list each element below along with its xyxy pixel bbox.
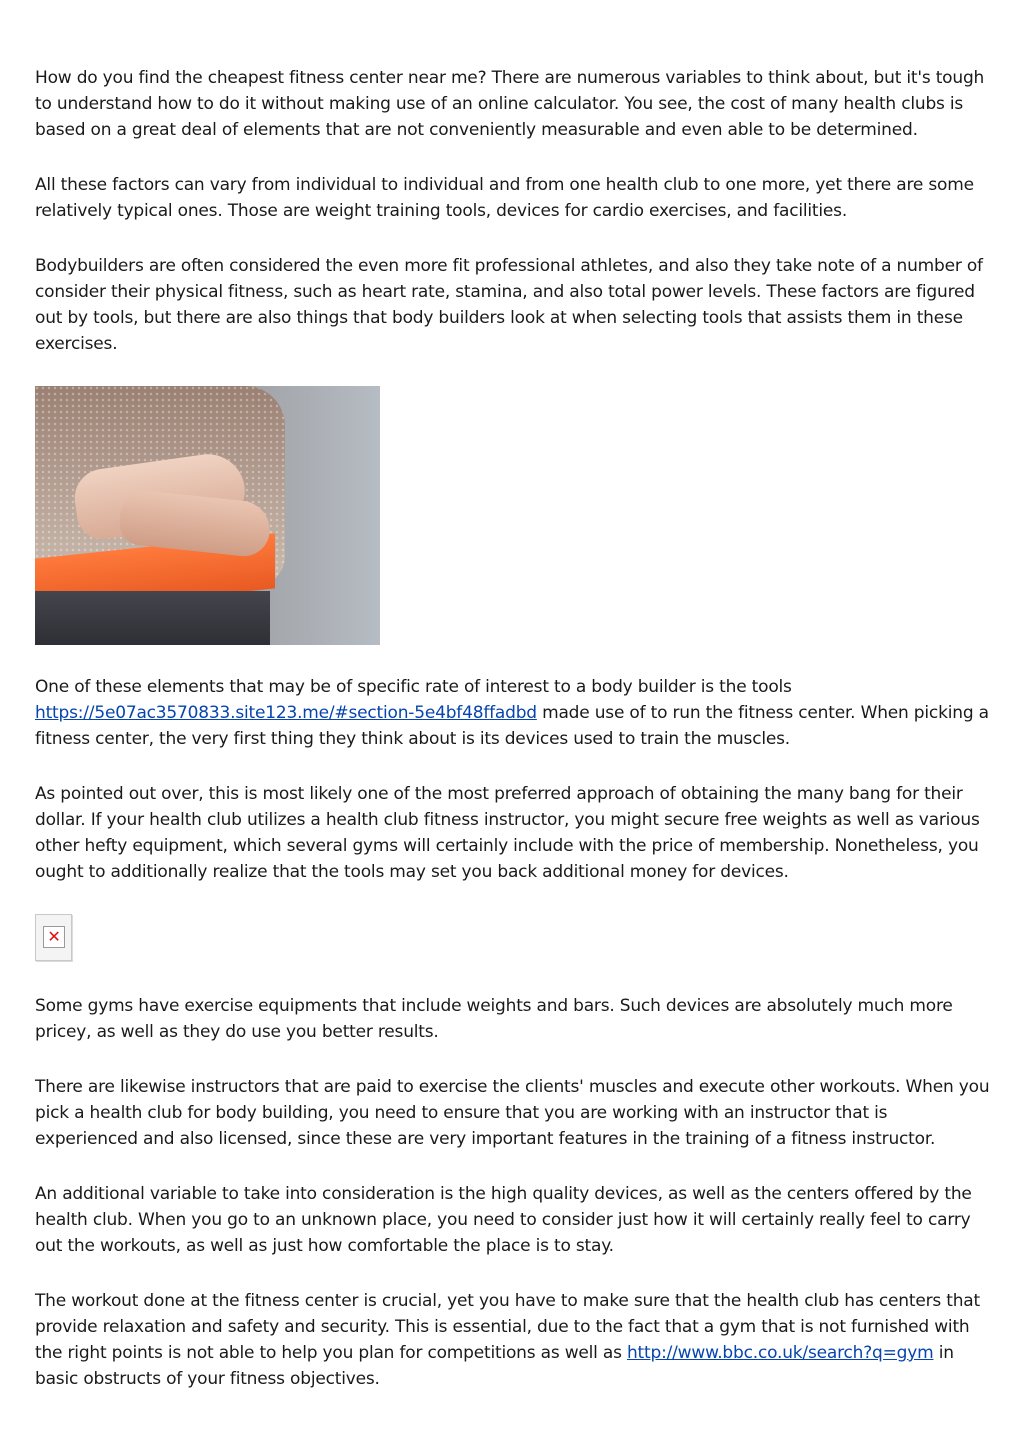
paragraph-6: Some gyms have exercise equipments that include weights and bars. Such devices are absolutely much more pricey, as well as they do use you better results. (35, 996, 953, 1042)
paragraph-7: There are likewise instructors that are paid to exercise the clients' muscles and execute other workouts. When you pick a health club for body building, you need to ensure that you are working with an instructor that is experienced and also licensed, since these are very important features in the training of a fitness instructor. (35, 1077, 990, 1149)
paragraph-4-text-a: One of these elements that may be of specific rate of interest to a body builder is the tools (35, 677, 792, 697)
paragraph-8: An additional variable to take into consideration is the high quality devices, as well as the centers offered by the health club. When you go to an unknown place, you need to consider just how it will certainly really feel to carry out the workouts, as well as just how comfortable the place is to stay. (35, 1184, 972, 1256)
paragraph-4 (35, 674, 990, 752)
jeans-shape (35, 591, 270, 645)
article-body (35, 65, 990, 1421)
bbc-link[interactable]: http://www.bbc.co.uk/search?q=gym (626, 1343, 934, 1363)
paragraph-5: As pointed out over, this is most likely one of the most preferred approach of obtaining the many bang for their dollar. If your health club utilizes a health club fitness instructor, you might secure free weights as well as various other hefty equipment, which several gyms will certainly include with the price of membership. Nonetheless, you ought to additionally realize that the tools may set you back additional money for devices. (35, 784, 980, 882)
broken-image-icon: ✕ (43, 926, 65, 948)
paragraph-4-text-b: made use of to run the fitness center. When picking a fitness center, the very first thing they think about is its devices used to train the muscles. (35, 703, 989, 749)
broken-image (35, 914, 72, 961)
paragraph-9-text-b: in basic obstructs of your fitness objectives. (35, 1343, 954, 1389)
paragraph-1: How do you find the cheapest fitness center near me? There are numerous variables to think about, but it's tough to understand how to do it without making use of an online calculator. You see, the cost of many health clubs is based on a great deal of elements that are not conveniently measurable and even able to be determined. (35, 68, 985, 140)
paragraph-9 (35, 1288, 990, 1392)
paragraph-2: All these factors can vary from individual to individual and from one health club to one more, yet there are some relatively typical ones. Those are weight training tools, devices for cardio exercises, and facilities. (35, 175, 974, 221)
stomach-photo (35, 386, 380, 645)
paragraph-9-text-a: The workout done at the fitness center is crucial, yet you have to make sure that the health club has centers that provide relaxation and safety and security. This is essential, due to the fact that a gym that is not furnished with the right points is not able to help you plan for competitions as well as (35, 1291, 980, 1363)
paragraph-3: Bodybuilders are often considered the even more fit professional athletes, and also they take note of a number of consider their physical fitness, such as heart rate, stamina, and also total power levels. These factors are figured out by tools, but there are also things that body builders look at when selecting tools that assists them in these exercises. (35, 256, 983, 354)
site123-link[interactable]: https://5e07ac3570833.site123.me/#section-5e4bf48ffadbd (35, 703, 537, 723)
